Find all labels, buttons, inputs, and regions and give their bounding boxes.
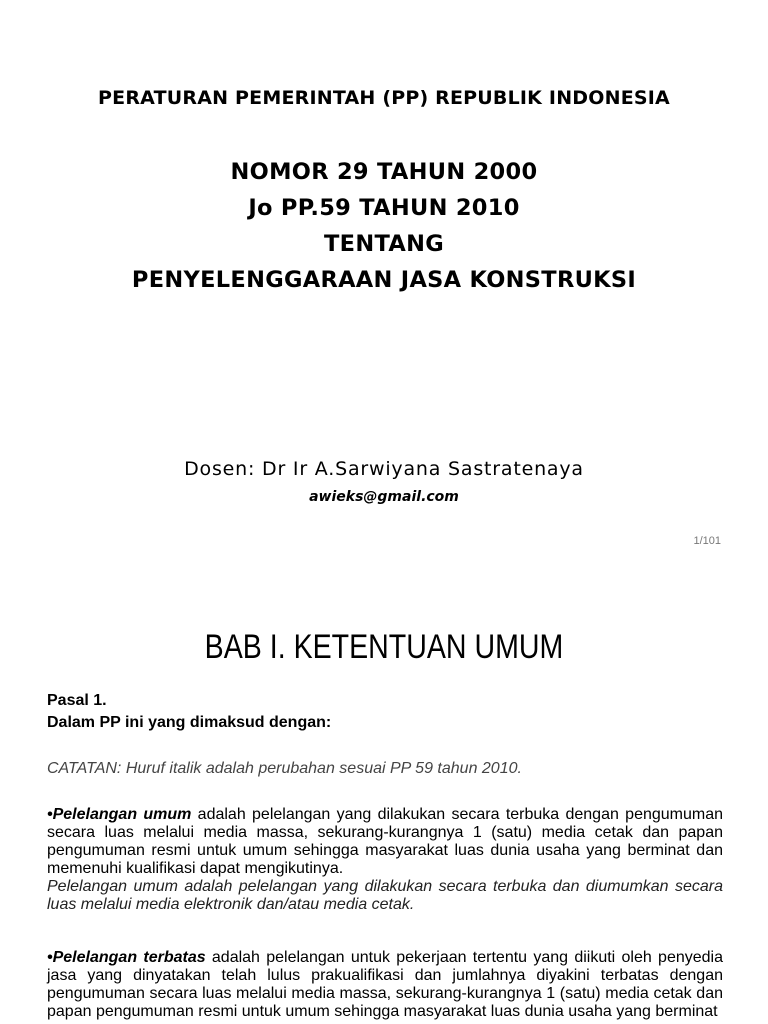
- definition-term: Pelelangan umum: [52, 806, 192, 823]
- title-line-subject: PENYELENGGARAAN JASA KONSTRUKSI: [131, 267, 637, 293]
- title-line-number: NOMOR 29 TAHUN 2000: [230, 159, 538, 185]
- lecturer-email: awieks@gmail.com: [309, 489, 459, 505]
- page-number: 1/101: [693, 535, 721, 547]
- definition-item: [47, 806, 723, 914]
- definition-item: [47, 949, 723, 1021]
- chapter-slide: [0, 570, 768, 1024]
- article-intro: Dalam PP ini yang dimaksud dengan:: [47, 714, 332, 731]
- definition-text: adalah pelelangan untuk pekerjaan tertentu yang diikuti oleh penyedia jasa yang dinyatakan telah lulus prakualifikasi dan jumlahnya diyakini terbatas dengan pengumuman secara luas melalui media massa, sekurang-kurangnya 1 (satu) media cetak dan papan pengumuman resmi untuk umum sehingga masyarakat luas dunia usaha yang berminat: [47, 949, 723, 1020]
- definition-original: [47, 949, 723, 1021]
- definition-revision: Pelelangan umum adalah pelelangan yang dilakukan secara terbuka dan diumumkan secara luas melalui media elektronik dan/atau media cetak.: [47, 878, 723, 913]
- regulation-supertitle: PERATURAN PEMERINTAH (PP) REPUBLIK INDONESIA: [98, 87, 670, 109]
- definition-text: adalah pelelangan yang dilakukan secara terbuka dengan pengumuman secara luas melalui media massa, sekurang-kurangnya 1 (satu) media cetak dan papan pengumuman resmi untuk umum sehingga masyarakat luas dunia usaha yang berminat dan memenuhi kualifikasi dapat mengikutinya.: [47, 806, 724, 877]
- definition-bullet: •: [47, 806, 53, 823]
- definition-original: [47, 806, 723, 878]
- lecturer-name: Dosen: Dr Ir A.Sarwiyana Sastratenaya: [184, 458, 584, 480]
- title-line-about: TENTANG: [324, 231, 444, 257]
- article-title: Pasal 1.: [47, 692, 107, 709]
- title-line-amendment: Jo PP.59 TAHUN 2010: [248, 195, 520, 221]
- revision-note: CATATAN: Huruf italik adalah perubahan sesuai PP 59 tahun 2010.: [47, 760, 522, 777]
- definition-term: Pelelangan terbatas: [52, 949, 206, 966]
- article-block: [47, 690, 723, 734]
- chapter-heading: BAB I. KETENTUAN UMUM: [204, 628, 564, 666]
- definition-bullet: •: [47, 949, 53, 966]
